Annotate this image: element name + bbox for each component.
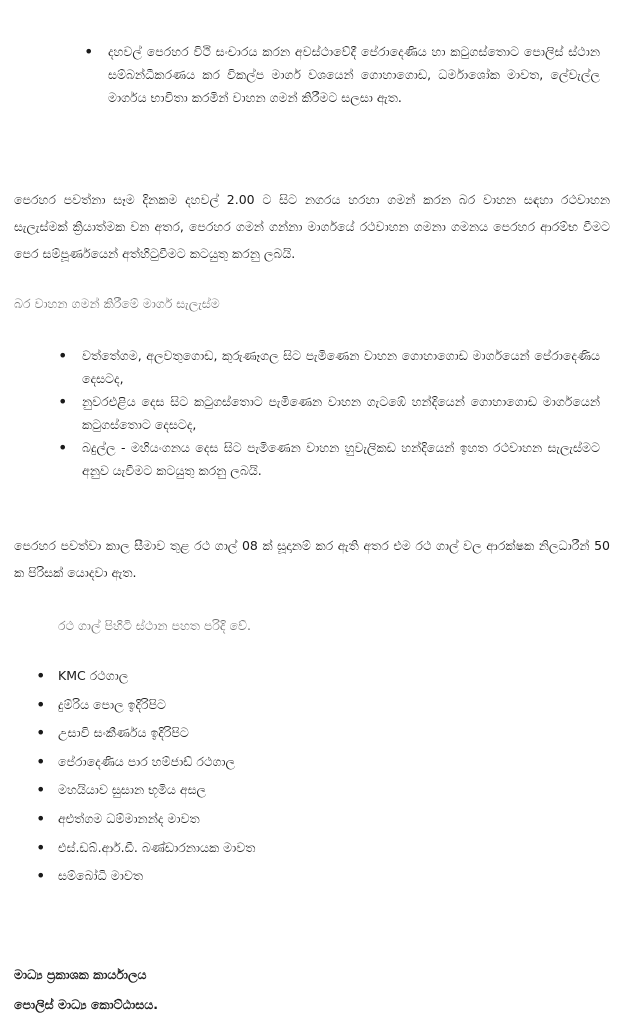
list-item: • වත්තේගම, අලවතුගොඩ, කුරුණෑගල සිට පැමිණෙන වාහන ගොහාගොඩ මාර්ගයෙන් පේරාදෙණිය දෙසටද, [58, 344, 600, 390]
signature-division: පොලිස් මාධ්‍ය කොට්ඨාසය. [14, 997, 158, 1012]
list-item: • සම්බෝධි මාවත [36, 862, 596, 891]
paragraph-heavy-vehicles: පෙරහර පවත්නා සෑම දිනකම දහවල් 2.00 ට සිට නගරය හරහා ගමන් කරන බර වාහන සඳහා රථවාහන සැලැස්මක් ක්‍රියාත්මක වන අතර, පෙරහර ගමන් ගන්නා මාර්ගයේ රථවාහන ගමනා ගමනය පෙරහර ආරම්භ වීමට පෙර සම්පූර්ණයෙන් අත්හිටුවීමට කටයුතු කරනු ලබයි. [14, 192, 610, 261]
list-item: • KMC රථගාල [36, 662, 596, 691]
paragraph-parking: පෙරහර පවත්වා කාල සීමාව තුළ රථ ගාල් 08 ක් සූදානම් කර ඇති අතර එම රථ ගාල් වල ආරක්ෂක නිලධාරීන් 50 ක පිරිසක් යොදවා ඇත. [14, 538, 610, 580]
route-bullet-list [58, 344, 600, 482]
list-item: • බදුල්ල - මහියංගනය දෙස සිට පැමිණෙන වාහන හුවැලිකඩ හන්දියෙන් ඉහත රථවාහන සැලැස්මට අනුව යැවීමට කටයුතු කරනු ලබයි. [58, 436, 600, 482]
parking-bullet-list [36, 662, 596, 891]
list-item: • උසාවි සංකීර්ණය ඉදිරිපිට [36, 719, 596, 748]
list-item: • පේරාදෙණිය පාර හම්ජාඩ් රථගාල [36, 748, 596, 777]
heading-parking-locations: රථ ගාල් පිහිටි ස්ථාන පහත පරිදි වේ. [58, 618, 251, 633]
signature-office: මාධ්‍ය ප්‍රකාශක කාර්යාලය [14, 967, 147, 982]
list-item: • දහවල් පෙරහර විථි සංචාරය කරන අවස්ථාවේදී පේරාදෙණිය හා කටුගස්තොට පොලිස් ස්ථාන සම්බන්ධීකරණය කර විකල්ප මාර්ග වශයෙන් ගොහාගොඩ, ධර්මාශෝක මාවත, ලේවැල්ල මාර්ගය භාවිතා කරමින් වාහන ගමන් කිරීමට සලසා ඇත. [84, 40, 600, 109]
intro-bullet-list [84, 40, 600, 109]
list-item: • එස්.ඩබ්.ආර්.ඩී. බණ්ඩාරනායක මාවත [36, 834, 596, 863]
list-item: • නුවරඑළිය දෙස සිට කටුගස්තොට පැමිණෙන වාහන ගැටඹේ හන්දියෙන් ගොහාගොඩ මාර්ගයෙන් කටුගස්තොට දෙසටද, [58, 390, 600, 436]
list-item: • අළුත්ගම ධම්මානන්ද මාවත [36, 805, 596, 834]
list-item: • දුම්රිය පොල ඉදිරිපිට [36, 691, 596, 720]
list-item: • මහයියාව සුසාන භූමිය අසල [36, 776, 596, 805]
heading-heavy-vehicle-routes: බර වාහන ගමන් කිරීමේ මාර්ග සැලැස්ම [14, 296, 220, 311]
